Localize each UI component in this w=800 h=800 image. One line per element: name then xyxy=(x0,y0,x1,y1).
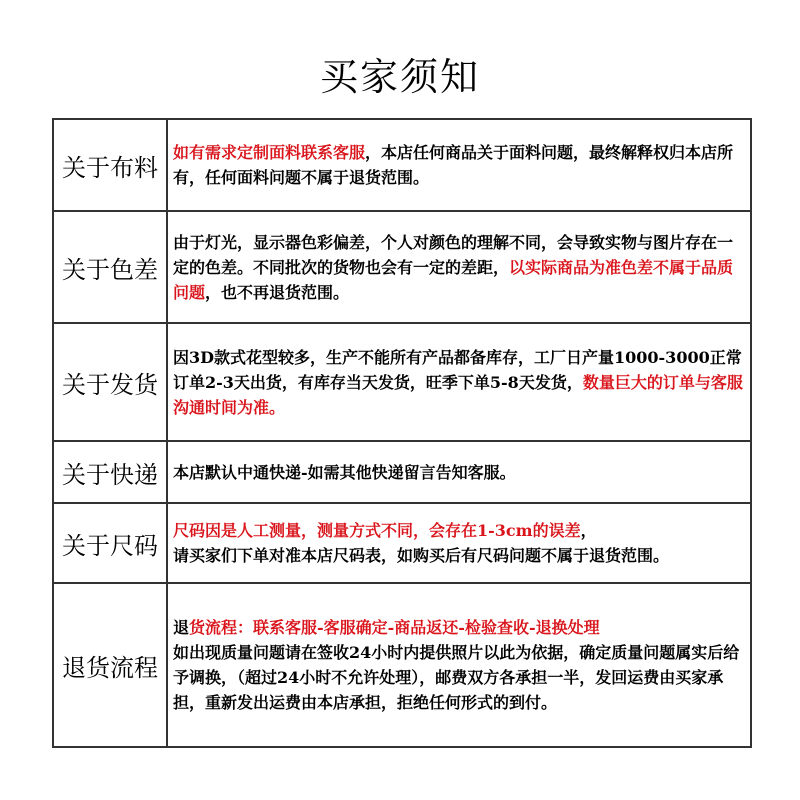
table-row xyxy=(53,211,751,323)
row-content-return-process xyxy=(167,583,751,747)
row-content-shipping xyxy=(167,323,751,441)
row-label-size: 关于尺码 xyxy=(53,503,167,583)
body-text: 本店默认中通快递-如需其他快递留言告知客服。 xyxy=(173,462,516,482)
notice-table xyxy=(52,118,752,748)
body-text: ，也不再退货范围。 xyxy=(205,282,350,302)
highlighted-text: 尺码因是人工测量，测量方式不同，会存在1-3cm的误差 xyxy=(173,521,581,540)
body-text: 由于灯光，显示器色彩偏差，个人对颜色的理解不同，会导致实物与图片存在一定的色差。不同批次的货物也会有一定的差距， xyxy=(173,232,734,277)
highlighted-text: 如有需求定制面料联系客服 xyxy=(173,143,366,162)
row-content-fabric xyxy=(167,119,751,211)
body-text: 因3D款式花型较多，生产不能所有产品都备库存，工厂日产量1000-3000正常订单2-3天出货，有库存当天发货，旺季下单5-8天发货， xyxy=(173,347,742,392)
table-row xyxy=(53,323,751,441)
table-row xyxy=(53,119,751,211)
row-label-fabric: 关于布料 xyxy=(53,119,167,211)
highlighted-text: 数量巨大的订单与客服沟通时间为准。 xyxy=(173,372,743,417)
table-row xyxy=(53,441,751,503)
row-content-courier xyxy=(167,441,751,503)
row-content-color-difference xyxy=(167,211,751,323)
row-label-color-difference: 关于色差 xyxy=(53,211,167,323)
row-label-shipping: 关于发货 xyxy=(53,323,167,441)
body-text: ，本店任何商品关于面料问题，最终解释权归本店所有，任何面料问题不属于退货范围。 xyxy=(173,143,734,187)
body-text: 如出现质量问题请在签收24小时内提供照片以此为依据，确定质量问题属实后给予调换，（超过24小时不允许处理），邮费双方各承担一半，发回运费由买家承担，重新发出运费由本店承担，拒绝任何形式的到付。 xyxy=(173,643,740,712)
highlighted-text: 以实际商品为准色差不属于品质问题 xyxy=(173,257,734,302)
row-label-return-process: 退货流程 xyxy=(53,583,167,747)
highlighted-text: 货流程：联系客服-客服确定-商品返还-检验查收-退换处理 xyxy=(189,618,600,637)
row-label-courier: 关于快递 xyxy=(53,441,167,503)
row-content-size xyxy=(167,503,751,583)
body-text: ， xyxy=(580,521,597,540)
table-row xyxy=(53,583,751,747)
page-title: 买家须知 xyxy=(319,55,480,99)
body-text: 退 xyxy=(173,618,190,637)
body-text: 请买家们下单对准本店尺码表，如购买后有尺码问题不属于退货范围。 xyxy=(173,546,670,565)
table-row xyxy=(53,503,751,583)
